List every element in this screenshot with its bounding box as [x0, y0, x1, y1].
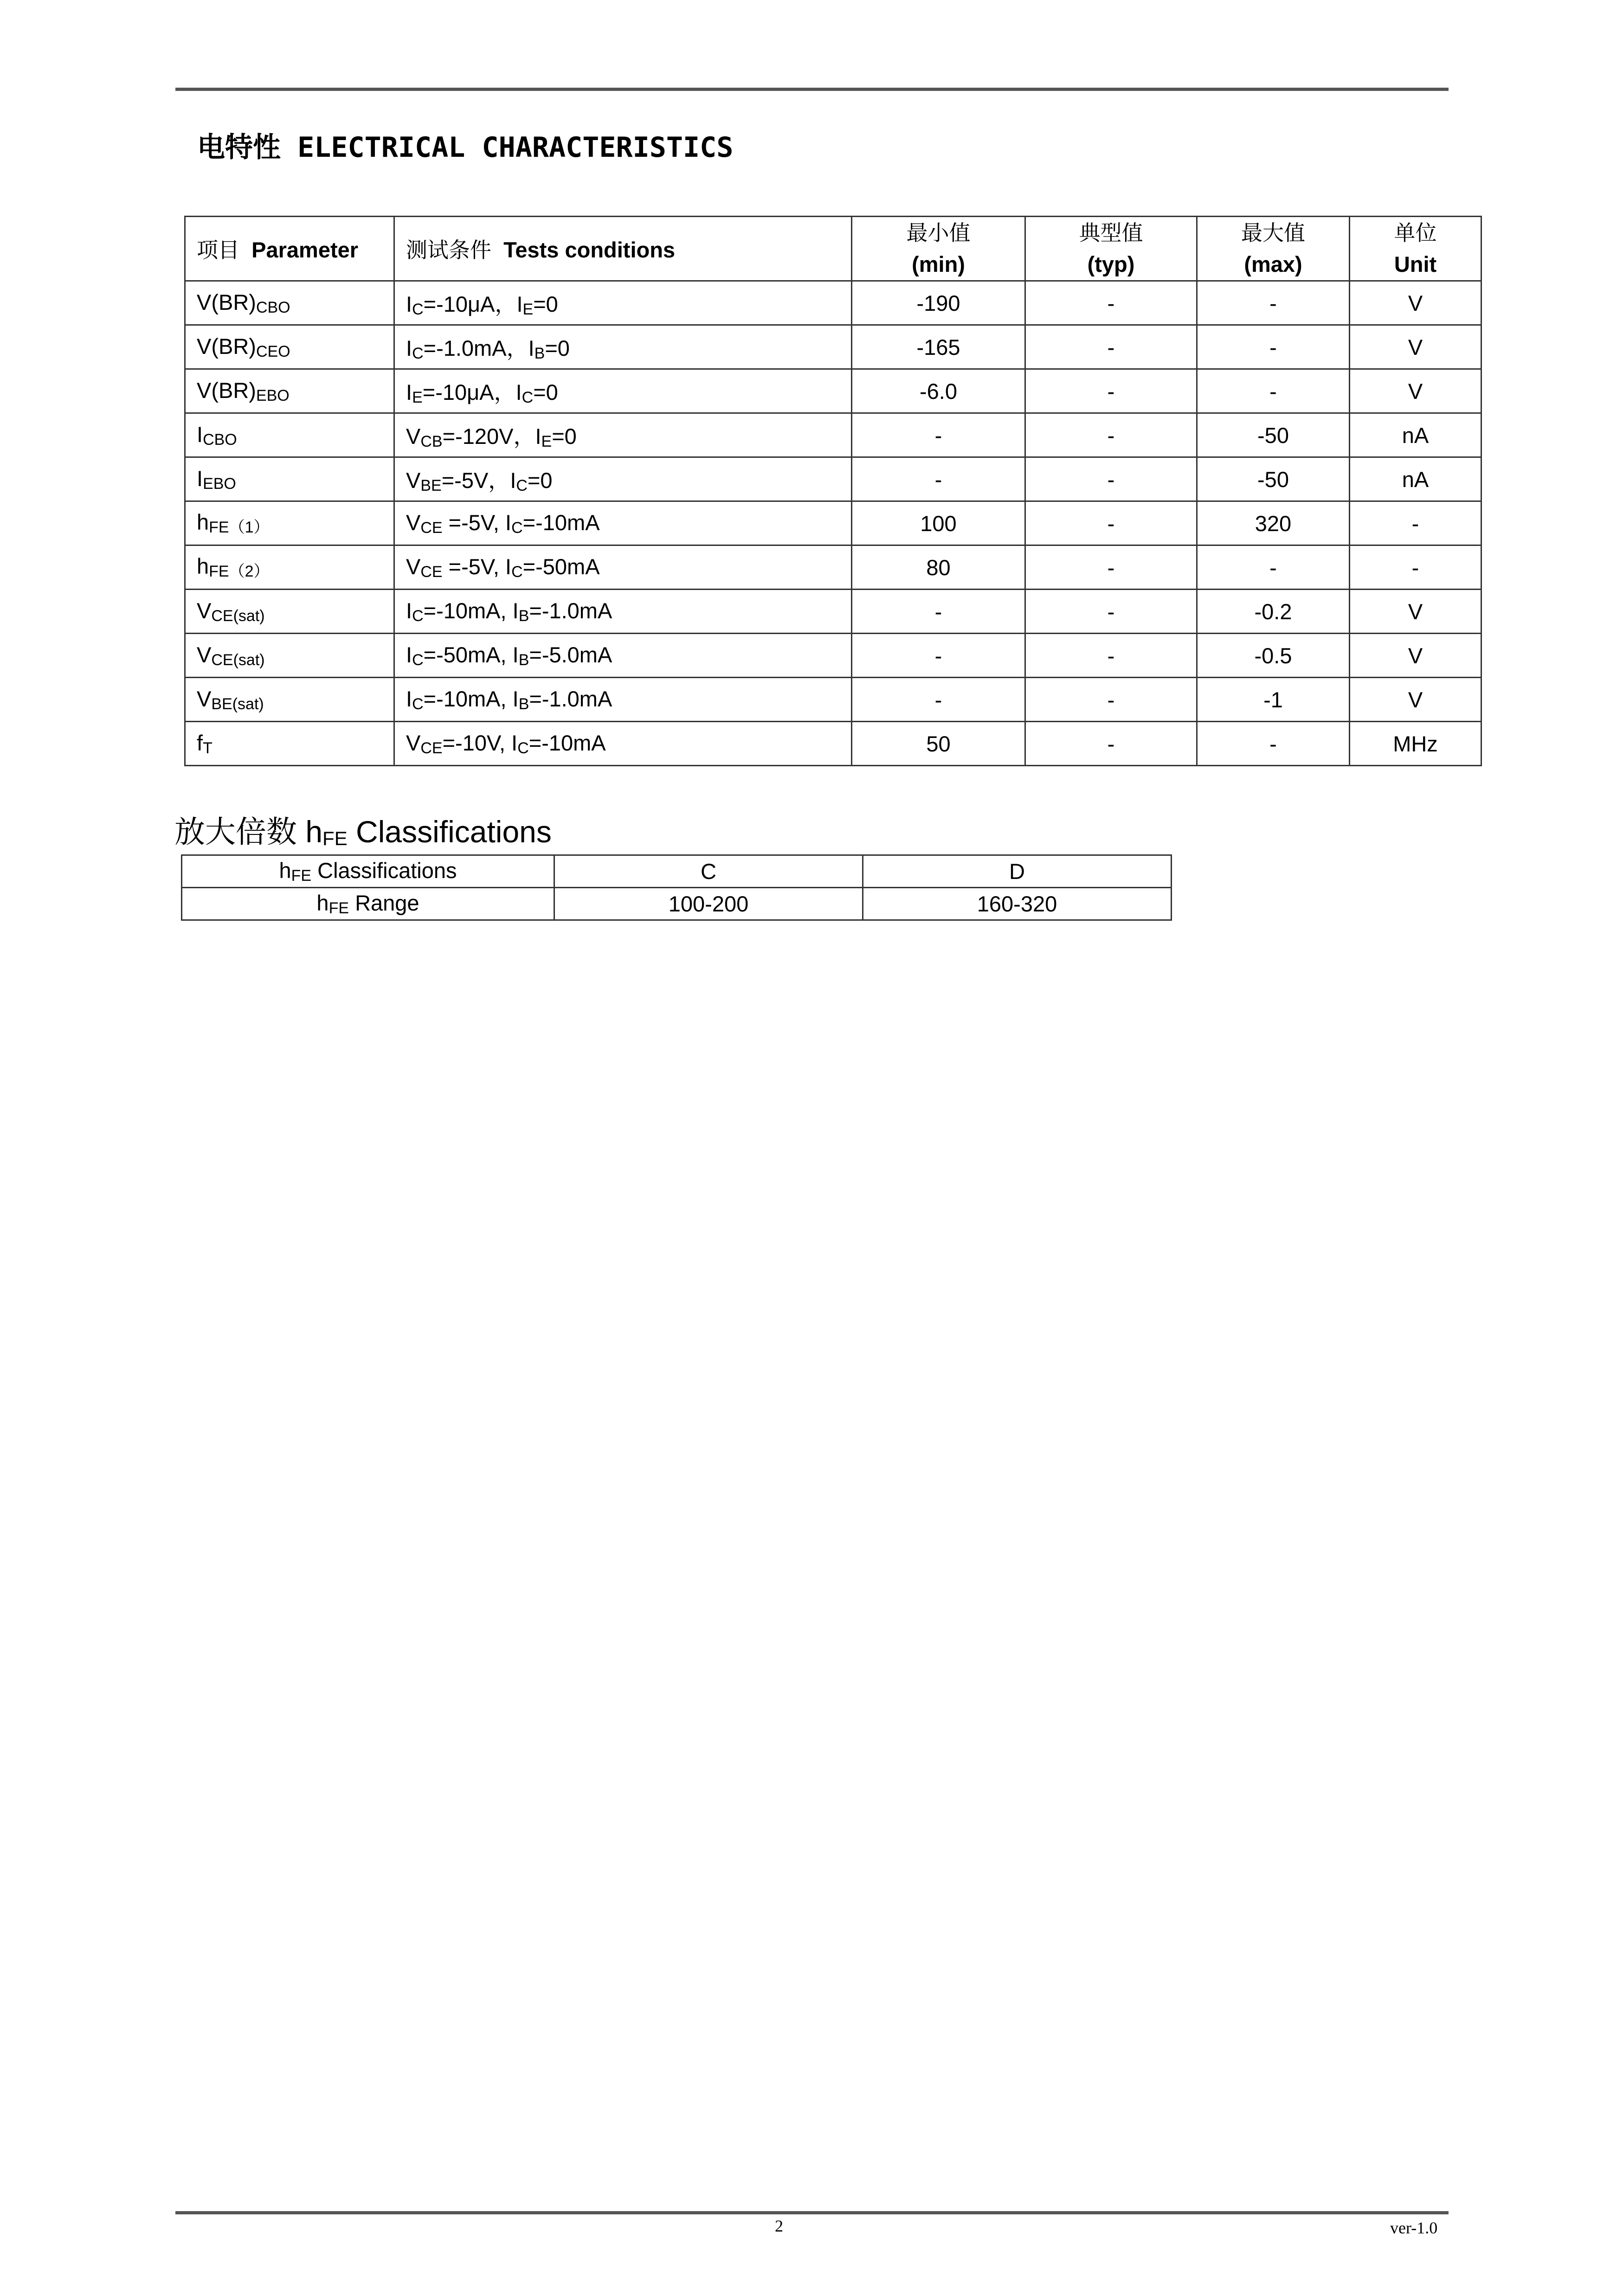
- page-number: 2: [775, 2217, 783, 2235]
- cell-min: -: [852, 413, 1025, 457]
- cell-min: -: [852, 457, 1025, 501]
- cell-max: -: [1197, 325, 1350, 369]
- section-title: 电特性 ELECTRICAL CHARACTERISTICS: [197, 131, 734, 164]
- cell-parameter: $V(BR)_{EBO}$: [185, 369, 394, 413]
- cell-typ: -: [1025, 501, 1197, 545]
- cell-conditions: $I_E=-10\mu A$，$I_C=0$: [394, 369, 852, 413]
- class-d-range: 160-320: [863, 888, 1172, 920]
- cell-typ: -: [1025, 369, 1197, 413]
- table-row: [185, 281, 1481, 325]
- cell-min: -165: [852, 325, 1025, 369]
- cell-unit: V: [1350, 281, 1481, 325]
- cell-max: 320: [1197, 501, 1350, 545]
- table-row: [185, 545, 1481, 590]
- table-row: [185, 413, 1481, 457]
- cell-min: -: [852, 678, 1025, 722]
- table-row: [185, 590, 1481, 634]
- cell-unit: V: [1350, 678, 1481, 722]
- classifications-title: 放大倍数 $h_{FE}$ Classifications: [174, 815, 552, 849]
- cell-min: -: [852, 634, 1025, 678]
- header-max: 最大值 (max): [1197, 217, 1350, 281]
- cell-conditions: $I_C=-10mA$, $I_B=-1.0mA$: [394, 678, 852, 722]
- table-row: [182, 855, 1172, 888]
- cell-max: -: [1197, 369, 1350, 413]
- cell-parameter: $h_{FE(2)}$: [185, 545, 394, 590]
- cell-conditions: $I_C=-10\mu A$，$I_E=0$: [394, 281, 852, 325]
- cell-unit: nA: [1350, 413, 1481, 457]
- header-rule: [175, 88, 1449, 91]
- cell-parameter: $V_{CE(sat)}$: [185, 590, 394, 634]
- cell-min: 100: [852, 501, 1025, 545]
- table-row: [185, 678, 1481, 722]
- header-unit: 单位 Unit: [1350, 217, 1481, 281]
- cell-typ: -: [1025, 678, 1197, 722]
- cell-max: -: [1197, 281, 1350, 325]
- cell-parameter: $V_{BE(sat)}$: [185, 678, 394, 722]
- cell-min: -190: [852, 281, 1025, 325]
- class-d-header: D: [863, 855, 1172, 888]
- table-row: [185, 501, 1481, 545]
- hfe-classifications-table: [181, 854, 1172, 921]
- cell-parameter: $I_{EBO}$: [185, 457, 394, 501]
- cell-max: -1: [1197, 678, 1350, 722]
- header-typ: 典型值 (typ): [1025, 217, 1197, 281]
- cell-parameter: $h_{FE(1)}$: [185, 501, 394, 545]
- cell-conditions: $I_C=-1.0mA$，$I_B=0$: [394, 325, 852, 369]
- cell-parameter: $V(BR)_{CBO}$: [185, 281, 394, 325]
- cell-min: -: [852, 590, 1025, 634]
- cell-unit: V: [1350, 590, 1481, 634]
- table-row: [185, 722, 1481, 766]
- cell-conditions: $I_C=-50mA$, $I_B=-5.0mA$: [394, 634, 852, 678]
- table-row: [185, 457, 1481, 501]
- cell-min: -6.0: [852, 369, 1025, 413]
- cell-conditions: $I_C=-10mA$, $I_B=-1.0mA$: [394, 590, 852, 634]
- cell-typ: -: [1025, 545, 1197, 590]
- table-row: [182, 888, 1172, 920]
- header-parameter: 项目 Parameter: [185, 217, 394, 281]
- footer-rule: [175, 2211, 1449, 2214]
- cell-unit: -: [1350, 545, 1481, 590]
- cell-max: -0.2: [1197, 590, 1350, 634]
- table-header-row: [185, 217, 1481, 281]
- cell-conditions: $V_{CE} =-5V$, $I_C=-50mA$: [394, 545, 852, 590]
- cell-unit: V: [1350, 369, 1481, 413]
- cell-max: -50: [1197, 413, 1350, 457]
- cell-unit: -: [1350, 501, 1481, 545]
- cell-max: -: [1197, 545, 1350, 590]
- cell-max: -0.5: [1197, 634, 1350, 678]
- hfe-classifications-label: $h_{FE}$ Classifications: [182, 855, 554, 888]
- header-min: 最小值 (min): [852, 217, 1025, 281]
- hfe-range-label: $h_{FE}$ Range: [182, 888, 554, 920]
- class-c-header: C: [554, 855, 863, 888]
- cell-unit: V: [1350, 634, 1481, 678]
- cell-unit: MHz: [1350, 722, 1481, 766]
- table-row: [185, 634, 1481, 678]
- electrical-characteristics-table: [184, 216, 1482, 766]
- table-row: [185, 325, 1481, 369]
- header-conditions: 测试条件 Tests conditions: [394, 217, 852, 281]
- cell-conditions: $V_{CB}=-120V$，$I_E=0$: [394, 413, 852, 457]
- cell-parameter: $V(BR)_{CEO}$: [185, 325, 394, 369]
- cell-typ: -: [1025, 722, 1197, 766]
- table-row: [185, 369, 1481, 413]
- cell-parameter: $I_{CBO}$: [185, 413, 394, 457]
- cell-unit: V: [1350, 325, 1481, 369]
- cell-unit: nA: [1350, 457, 1481, 501]
- cell-min: 80: [852, 545, 1025, 590]
- cell-typ: -: [1025, 413, 1197, 457]
- cell-conditions: $V_{BE}=-5V$，$I_C=0$: [394, 457, 852, 501]
- class-c-range: 100-200: [554, 888, 863, 920]
- cell-parameter: $f_T$: [185, 722, 394, 766]
- cell-conditions: $V_{CE}=-10V$, $I_C=-10mA$: [394, 722, 852, 766]
- version-label: ver-1.0: [1390, 2219, 1438, 2237]
- cell-typ: -: [1025, 634, 1197, 678]
- table-body: [185, 281, 1481, 766]
- cell-parameter: $V_{CE(sat)}$: [185, 634, 394, 678]
- cell-max: -50: [1197, 457, 1350, 501]
- cell-typ: -: [1025, 457, 1197, 501]
- cell-max: -: [1197, 722, 1350, 766]
- cell-min: 50: [852, 722, 1025, 766]
- cell-typ: -: [1025, 281, 1197, 325]
- cell-typ: -: [1025, 590, 1197, 634]
- cell-typ: -: [1025, 325, 1197, 369]
- cell-conditions: $V_{CE} =-5V$, $I_C=-10mA$: [394, 501, 852, 545]
